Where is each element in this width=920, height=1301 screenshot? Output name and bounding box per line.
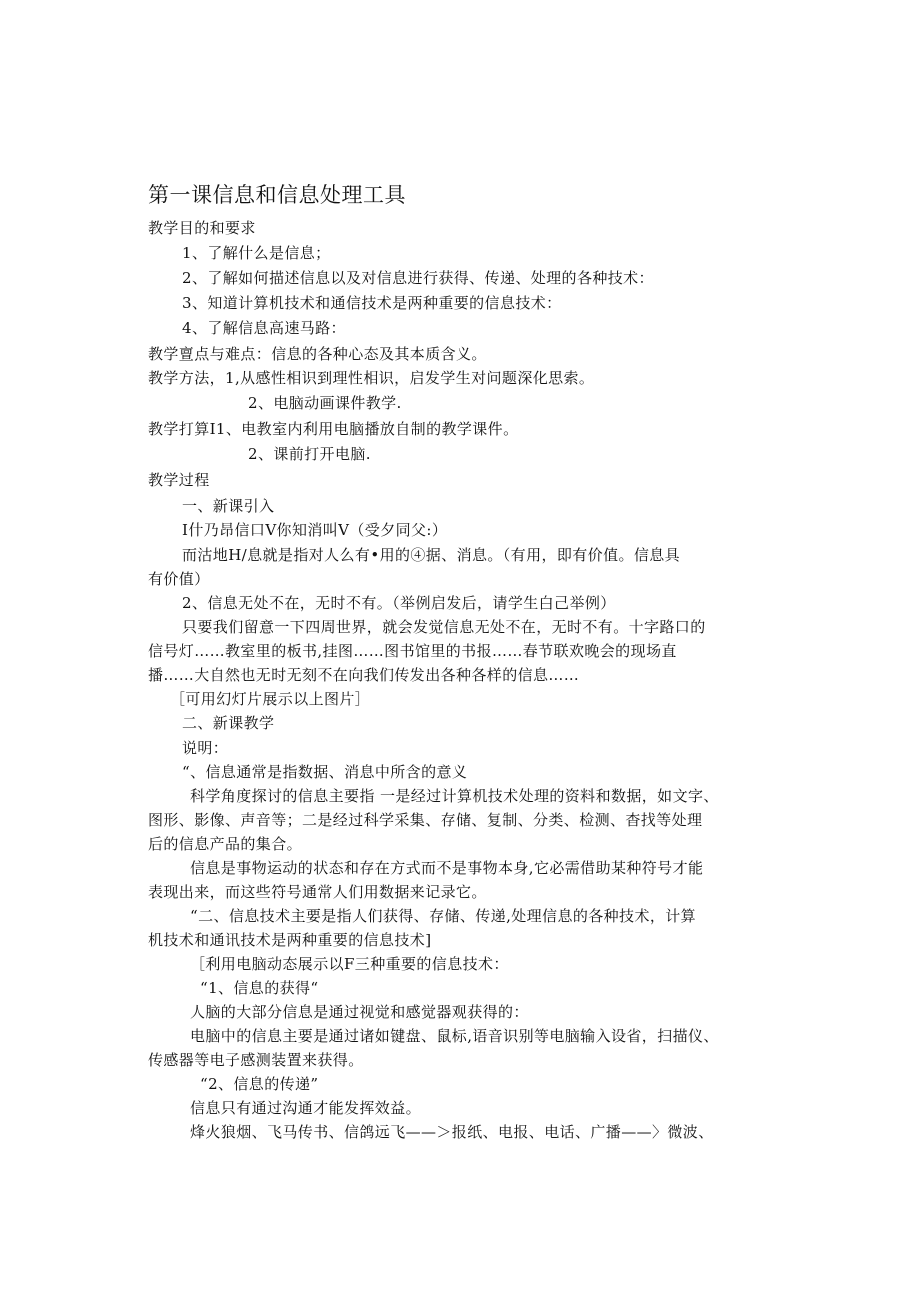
paragraph-line: 2、课前打开电脑. [248, 445, 371, 463]
paragraph-line: 教学方法，1,从感性相识到理性相识，启发学生对问题深化思索。 [148, 369, 595, 387]
objective-item: 2、了解如何描述信息以及对信息进行获得、传递、处理的各种技术： [182, 269, 654, 287]
paragraph-line: 2、信息无处不在，无时不有。（举例启发后，请学生白己举例） [182, 594, 616, 612]
subsection-heading: 一、新课引入 [182, 497, 275, 515]
paragraph-line: 传感器等电子感测装置来获得。 [148, 1051, 364, 1069]
objective-item: 1、了解什么是信息； [182, 244, 331, 262]
paragraph-line: 说明： [182, 739, 229, 757]
paragraph-line: ［利用电脑动态展示以F三种重要的信息技术： [190, 955, 509, 973]
paragraph-line: 播……大自然也无时无刻不在向我们传发出各种各样的信息…… [148, 666, 580, 684]
paragraph-line: “1、信息的获得“ [200, 979, 319, 997]
paragraph-line: 电脑中的信息主要是通过诸如键盘、鼠标,语音识别等电脑输入设省，扫描仪、 [190, 1027, 719, 1045]
paragraph-line: 只要我们留意一下四周世界，就会发觉信息无处不在，无时不有。十字路口的 [182, 618, 706, 636]
paragraph-line: “、信息通常是指数据、消息中所含的意义 [182, 763, 468, 781]
document-title: 第一课信息和信息处理工具 [148, 183, 406, 207]
objective-item: 3、知道计算机技术和通信技术是两种重要的信息技术： [182, 294, 562, 312]
paragraph-line: 科学角度探讨的信息主要指 一是经过计算机技术处理的资料和数据，如文字、 [190, 787, 719, 805]
paragraph-line: 信号灯……教室里的板书,挂图……图书馆里的书报……春节联欢晚会的现场直 [148, 642, 677, 660]
objective-item: 4、了解信息高速马路： [182, 319, 346, 337]
paragraph-line: 后的信息产品的集合。 [148, 835, 303, 853]
section-heading: 教学目的和要求 [148, 219, 256, 237]
section-heading: 教学过程 [148, 471, 210, 489]
subsection-heading: 二、新课教学 [182, 714, 275, 732]
paragraph-line: 表现出来，而这些符号通常人们用数据来记录它。 [148, 883, 487, 901]
paragraph-line: 机技术和通讯技术是两种重要的信息技术] [148, 931, 432, 949]
paragraph-line: 信息只有通过沟通才能发挥效益。 [190, 1099, 422, 1117]
paragraph-line: 而沽地H/息就是指对人么有•用的④据、消息。（有用，即有价值。信息具 [182, 546, 681, 564]
paragraph-line: 信息是事物运动的状态和存在方式而不是事物本身,它必需借助某种符号才能 [190, 859, 704, 877]
paragraph-line: I什乃昂信口V你知消叫V（受夕同父:） [182, 521, 448, 539]
paragraph-line: 图形、影像、声音等；二是经过科学采集、存储、复制、分类、检测、杳找等处理 [148, 811, 703, 829]
paragraph-line: “2、信息的传递” [200, 1075, 319, 1093]
paragraph-line: 人脑的大部分信息是通过视觉和感觉器观获得的： [190, 1003, 529, 1021]
paragraph-line: 有价值） [148, 570, 210, 588]
paragraph-line: 2、电脑动画课件教学. [248, 394, 402, 412]
paragraph-line: 教学打算I1、电教室内利用电脑播放自制的教学课件。 [148, 420, 519, 438]
paragraph-line: 烽火狼烟、飞马传书、信鸽远飞——＞报纸、电报、电话、广播——〉微波、 [190, 1123, 714, 1141]
paragraph-line: ［可用幻灯片展示以上图片］ [170, 690, 371, 708]
paragraph-line: “二、信息技术主要是指人们获得、存储、传递,处理信息的各种技术，计算 [190, 907, 697, 925]
paragraph-line: 教学亶点与难点：信息的各种心态及其本质含义。 [148, 345, 487, 363]
